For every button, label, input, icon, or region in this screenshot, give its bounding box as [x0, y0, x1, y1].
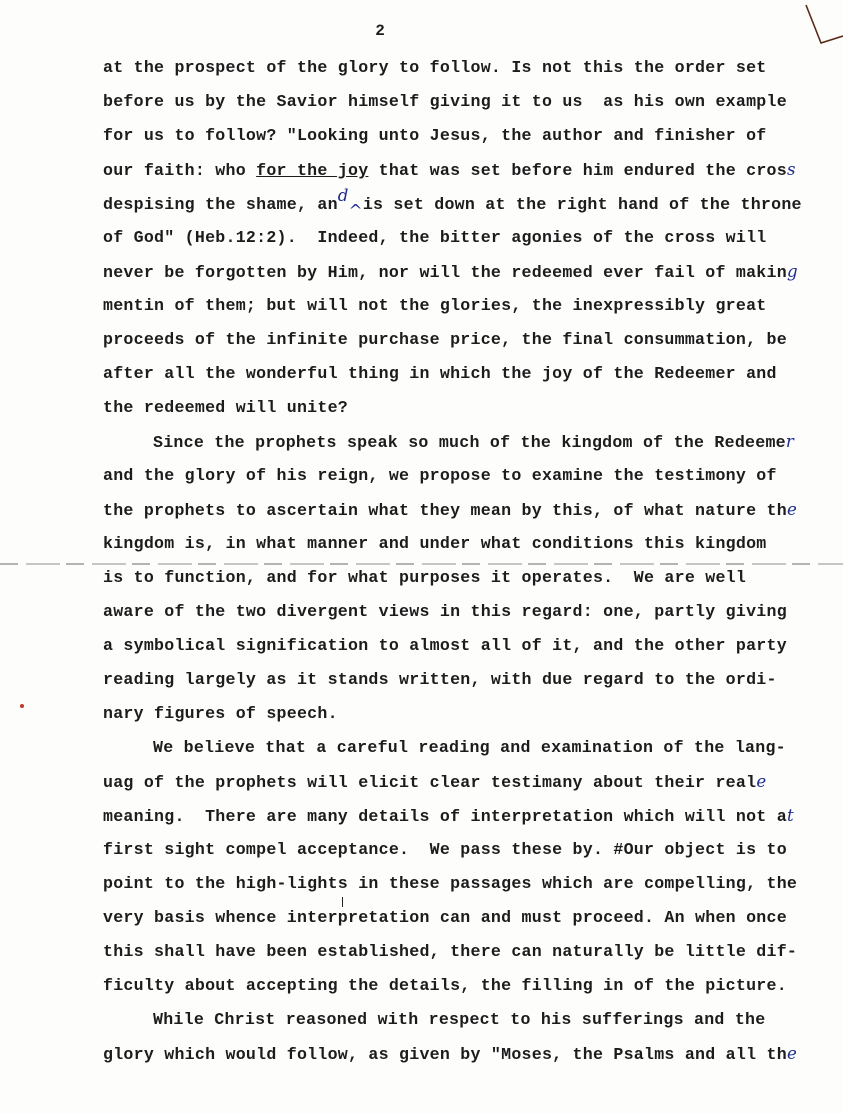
- text-line: before us by the Savior himself giving it to us as his own example: [103, 92, 787, 111]
- text-fragment: Since the prophets speak so much of the kingdom of the Redeeme: [153, 433, 786, 452]
- text-line: is to function, and for what purposes it operates. We are well: [103, 568, 747, 587]
- text-fragment: the prophets to ascertain what they mean by this, of what nature th: [103, 501, 787, 520]
- text-line: at the prospect of the glory to follow. Is not this the order set: [103, 58, 767, 77]
- text-line: and the glory of his reign, we propose to examine the testimony of: [103, 466, 777, 485]
- text-line: kingdom is, in what manner and under what conditions this kingdom: [103, 534, 767, 553]
- text-line: the redeemed will unite?: [103, 398, 348, 417]
- insertion-caret: ^: [348, 201, 363, 220]
- text-line: ficulty about accepting the details, the filling in of the picture.: [103, 976, 787, 995]
- text-fragment: is set down at the right hand of the throne: [362, 195, 802, 214]
- text-fragment: meaning. There are many details of interpretation which will not a: [103, 807, 787, 826]
- text-line: [103, 806, 794, 827]
- text-line: aware of the two divergent views in this regard: one, partly giving: [103, 602, 787, 621]
- text-line: [103, 186, 802, 220]
- text-line: proceeds of the infinite purchase price, the final consummation, be: [103, 330, 787, 349]
- pencil-mark: [342, 897, 343, 907]
- text-line: We believe that a careful reading and examination of the lang-: [153, 738, 786, 757]
- text-line: [103, 1044, 797, 1065]
- handwritten-correction: r: [785, 432, 795, 451]
- text-fragment: despising the shame, an: [103, 195, 338, 214]
- text-fragment: never be forgotten by Him, nor will the redeemed ever fail of makin: [103, 263, 787, 282]
- page-number: 2: [375, 22, 385, 40]
- text-line: very basis whence interpretation can and must proceed. An when once: [103, 908, 787, 927]
- handwritten-correction: d: [337, 186, 349, 205]
- fold-crease: [0, 563, 843, 565]
- handwritten-correction: e: [756, 772, 767, 791]
- text-fragment: uag of the prophets will elicit clear testimany about their real: [103, 773, 757, 792]
- handwritten-correction: e: [786, 500, 798, 519]
- text-line: of God" (Heb.12:2). Indeed, the bitter agonies of the cross will: [103, 228, 767, 247]
- text-fragment: our faith: who: [103, 161, 257, 180]
- text-line: [103, 500, 797, 521]
- text-fragment: that was set before him endured the cros: [368, 161, 787, 180]
- text-line: point to the high-lights in these passages which are compelling, the: [103, 874, 798, 893]
- text-line: While Christ reasoned with respect to his sufferings and the: [153, 1010, 766, 1029]
- text-line: [103, 160, 796, 181]
- text-line: this shall have been established, there can naturally be little dif-: [103, 942, 798, 961]
- text-line: first sight compel acceptance. We pass these by. #Our object is to: [103, 840, 787, 859]
- text-line: for us to follow? "Looking unto Jesus, the author and finisher of: [103, 126, 767, 145]
- text-line: reading largely as it stands written, with due regard to the ordi-: [103, 670, 777, 689]
- text-line: nary figures of speech.: [103, 704, 338, 723]
- corner-check-mark: [803, 0, 843, 50]
- handwritten-correction: g: [786, 262, 798, 281]
- underlined-phrase: for the joy: [256, 161, 369, 180]
- text-fragment: glory which would follow, as given by "Moses, the Psalms and all th: [103, 1045, 787, 1064]
- text-line: [153, 432, 794, 453]
- text-line: [103, 262, 798, 283]
- handwritten-correction: t: [786, 806, 794, 825]
- text-line: after all the wonderful thing in which the joy of the Redeemer and: [103, 364, 777, 383]
- handwritten-correction: e: [786, 1044, 798, 1063]
- text-line: a symbolical signification to almost all of it, and the other party: [103, 636, 787, 655]
- ink-speck: [20, 704, 24, 708]
- text-line: [103, 772, 766, 793]
- handwritten-correction: s: [786, 160, 796, 179]
- text-line: mentin of them; but will not the glories, the inexpressibly great: [103, 296, 767, 315]
